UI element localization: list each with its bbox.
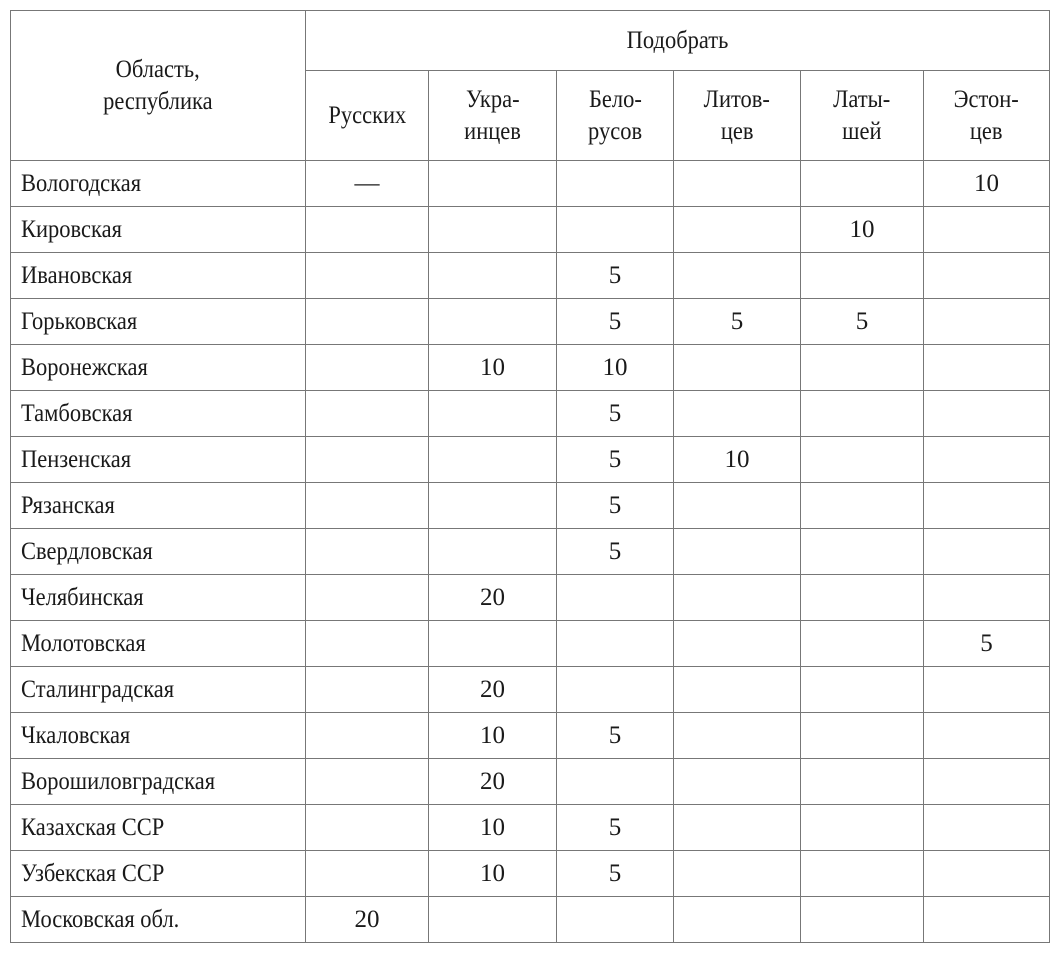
quota-cell: 5	[801, 299, 924, 345]
quota-cell	[557, 207, 674, 253]
column-header	[557, 71, 674, 161]
quota-cell	[306, 529, 429, 575]
quota-cell: 5	[557, 851, 674, 897]
region-column-header	[11, 11, 306, 161]
table-row	[11, 253, 1050, 299]
quota-cell	[924, 851, 1050, 897]
quota-cell: 5	[557, 391, 674, 437]
quota-cell	[429, 437, 557, 483]
quota-cell	[674, 667, 801, 713]
allocation-table	[10, 10, 1050, 943]
quota-cell	[306, 483, 429, 529]
table-row	[11, 851, 1050, 897]
quota-cell	[801, 759, 924, 805]
quota-cell	[557, 575, 674, 621]
quota-cell: 10	[924, 161, 1050, 207]
quota-cell: 20	[306, 897, 429, 943]
quota-cell: 10	[674, 437, 801, 483]
column-header	[306, 71, 429, 161]
quota-cell	[674, 483, 801, 529]
quota-cell: 5	[924, 621, 1050, 667]
region-name: Молотовская	[11, 621, 306, 667]
quota-cell	[429, 391, 557, 437]
quota-cell	[429, 299, 557, 345]
quota-cell	[674, 897, 801, 943]
quota-cell	[924, 253, 1050, 299]
quota-cell	[924, 529, 1050, 575]
table-row	[11, 299, 1050, 345]
quota-cell	[557, 667, 674, 713]
quota-cell	[306, 759, 429, 805]
quota-cell	[306, 437, 429, 483]
column-header	[674, 71, 801, 161]
region-name: Горьковская	[11, 299, 306, 345]
quota-cell	[924, 391, 1050, 437]
column-header-line: Эстон-	[953, 85, 1020, 113]
quota-cell	[306, 253, 429, 299]
quota-cell	[429, 253, 557, 299]
column-header-line: шей	[842, 117, 882, 145]
column-header-line: Укра-	[465, 85, 520, 113]
quota-cell	[306, 805, 429, 851]
quota-cell	[924, 345, 1050, 391]
quota-cell: 10	[801, 207, 924, 253]
region-name: Пензенская	[11, 437, 306, 483]
quota-cell: 10	[429, 713, 557, 759]
quota-cell	[674, 851, 801, 897]
table-row	[11, 759, 1050, 805]
region-header-line: республика	[103, 87, 213, 115]
column-header	[924, 71, 1050, 161]
quota-cell	[429, 897, 557, 943]
quota-cell	[674, 575, 801, 621]
quota-cell	[557, 161, 674, 207]
region-name: Чкаловская	[11, 713, 306, 759]
quota-cell	[429, 621, 557, 667]
column-header-line: Литов-	[703, 85, 771, 113]
table-row	[11, 621, 1050, 667]
quota-cell	[674, 759, 801, 805]
quota-cell	[801, 437, 924, 483]
quota-cell: 5	[557, 299, 674, 345]
quota-cell	[674, 713, 801, 759]
quota-cell	[924, 713, 1050, 759]
quota-cell	[801, 667, 924, 713]
region-name: Рязанская	[11, 483, 306, 529]
quota-cell	[924, 575, 1050, 621]
quota-cell	[801, 575, 924, 621]
region-name: Тамбовская	[11, 391, 306, 437]
column-header-line: Русских	[328, 101, 406, 129]
table-row	[11, 345, 1050, 391]
region-name: Кировская	[11, 207, 306, 253]
quota-cell: 10	[429, 345, 557, 391]
group-header-label: Подобрать	[626, 26, 729, 54]
quota-cell	[801, 621, 924, 667]
quota-cell	[674, 253, 801, 299]
quota-cell: 5	[557, 529, 674, 575]
quota-cell	[674, 207, 801, 253]
quota-cell	[306, 575, 429, 621]
region-name: Ворошиловградская	[11, 759, 306, 805]
quota-cell	[674, 161, 801, 207]
quota-cell: 20	[429, 759, 557, 805]
quota-cell	[801, 529, 924, 575]
region-name: Казахская ССР	[11, 805, 306, 851]
quota-cell	[557, 897, 674, 943]
column-header-line: Латы-	[833, 85, 891, 113]
region-name: Челябинская	[11, 575, 306, 621]
group-header	[306, 11, 1050, 71]
quota-cell: 10	[557, 345, 674, 391]
region-name: Сталинградская	[11, 667, 306, 713]
region-name: Воронежская	[11, 345, 306, 391]
table-row	[11, 437, 1050, 483]
quota-cell: 10	[429, 851, 557, 897]
quota-cell	[429, 161, 557, 207]
quota-cell	[557, 621, 674, 667]
region-name: Свердловская	[11, 529, 306, 575]
quota-cell	[429, 529, 557, 575]
quota-cell	[557, 759, 674, 805]
quota-cell	[306, 851, 429, 897]
table-row	[11, 805, 1050, 851]
table-row	[11, 391, 1050, 437]
quota-cell: 10	[429, 805, 557, 851]
region-name: Московская обл.	[11, 897, 306, 943]
column-header-line: инцев	[464, 117, 521, 145]
column-header	[801, 71, 924, 161]
column-header-line: Бело-	[588, 85, 642, 113]
table-row	[11, 207, 1050, 253]
column-header-line: русов	[587, 117, 643, 145]
table-row	[11, 667, 1050, 713]
quota-cell	[924, 759, 1050, 805]
table-row	[11, 483, 1050, 529]
quota-cell	[306, 299, 429, 345]
table-row	[11, 575, 1050, 621]
quota-cell	[306, 667, 429, 713]
region-name: Ивановская	[11, 253, 306, 299]
quota-cell	[924, 667, 1050, 713]
quota-cell	[801, 483, 924, 529]
quota-cell	[924, 299, 1050, 345]
quota-cell: 20	[429, 667, 557, 713]
quota-cell	[801, 345, 924, 391]
quota-cell	[674, 621, 801, 667]
column-header-line: цев	[970, 117, 1003, 145]
quota-cell	[924, 805, 1050, 851]
quota-cell	[924, 897, 1050, 943]
quota-cell: 5	[557, 805, 674, 851]
quota-cell	[429, 207, 557, 253]
quota-cell	[924, 437, 1050, 483]
quota-cell	[674, 345, 801, 391]
column-header-line: цев	[720, 117, 754, 145]
quota-cell: 5	[557, 437, 674, 483]
quota-cell: 5	[557, 483, 674, 529]
quota-cell	[674, 805, 801, 851]
table-row	[11, 529, 1050, 575]
quota-cell: 5	[674, 299, 801, 345]
quota-cell	[801, 391, 924, 437]
table-row	[11, 161, 1050, 207]
quota-cell	[674, 391, 801, 437]
column-header	[429, 71, 557, 161]
quota-cell	[429, 483, 557, 529]
quota-cell	[801, 851, 924, 897]
region-name: Вологодская	[11, 161, 306, 207]
table-row	[11, 897, 1050, 943]
quota-cell: —	[306, 161, 429, 207]
quota-cell: 5	[557, 713, 674, 759]
region-name: Узбекская ССР	[11, 851, 306, 897]
quota-cell	[924, 483, 1050, 529]
quota-cell	[801, 713, 924, 759]
quota-cell	[674, 529, 801, 575]
quota-cell: 20	[429, 575, 557, 621]
quota-cell	[801, 161, 924, 207]
quota-cell	[306, 621, 429, 667]
quota-cell	[801, 897, 924, 943]
table-row	[11, 713, 1050, 759]
quota-cell	[306, 207, 429, 253]
quota-cell	[306, 345, 429, 391]
quota-cell	[801, 253, 924, 299]
quota-cell	[924, 207, 1050, 253]
quota-cell	[801, 805, 924, 851]
quota-cell: 5	[557, 253, 674, 299]
quota-cell	[306, 391, 429, 437]
quota-cell	[306, 713, 429, 759]
region-header-line: Область,	[115, 55, 201, 83]
